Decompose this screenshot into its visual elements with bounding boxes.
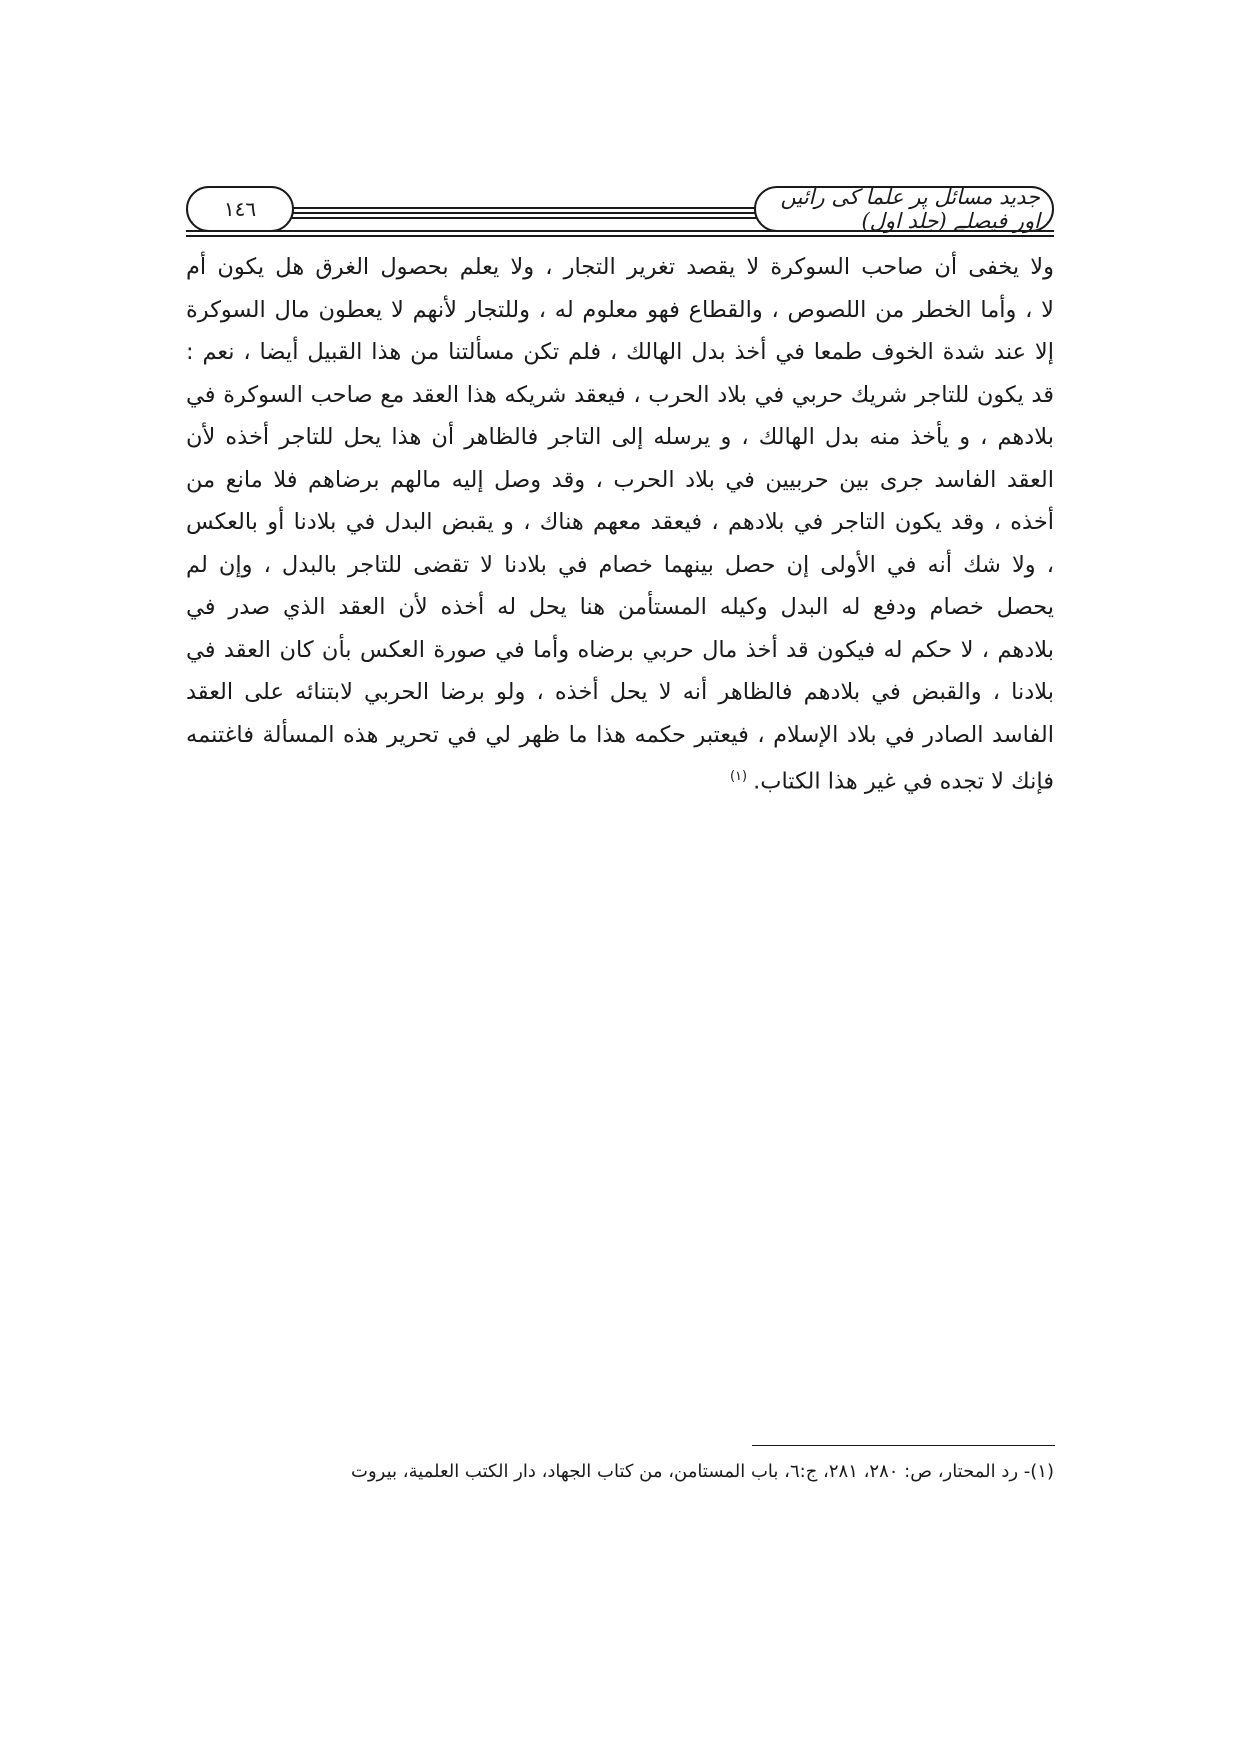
text-line: قد يكون للتاجر شريك حربي في بلاد الحرب ، فيعقد شريكه هذا العقد مع صاحب السوكرة في — [186, 381, 1054, 408]
book-title: جدید مسائل پر علما کی رائیں اور فیصلے (جلد اول) — [754, 186, 1054, 232]
text-line: إلا عند شدة الخوف طمعا في أخذ بدل الهالك ، فلم تكن مسألتنا من هذا القبيل أيضا ، نعم : — [186, 339, 1054, 365]
footnote-separator — [752, 1445, 1055, 1446]
text-line-content: فإنك لا تجده في غير هذا الكتاب. — [753, 768, 1054, 795]
footnote-reference[interactable]: (١) — [729, 769, 748, 784]
text-line: أخذه ، وقد يكون التاجر في بلادهم ، فيعقد معهم هناك ، و يقبض البدل في بلادنا أو بالعكس — [186, 509, 1054, 535]
text-line: العقد الفاسد جرى بين حربيين في بلاد الحرب ، وقد وصل إليه مالهم برضاهم فلا مانع من — [186, 466, 1054, 493]
text-line: يحصل خصام ودفع له البدل وكيله المستأمن هنا يحل له أخذه لأن العقد الذي صدر في — [186, 594, 1054, 620]
header-rule — [292, 212, 756, 214]
header-bottom-rule — [186, 230, 1054, 232]
text-line: بلادهم ، لا حكم له فيكون قد أخذ مال حربي برضاه وأما في صورة العكس بأن كان العقد في — [186, 636, 1054, 663]
text-line: بلادهم ، و يأخذ منه بدل الهالك ، و يرسله إلى التاجر فالظاهر أن هذا يحل للتاجر أخذه لأن — [186, 424, 1054, 450]
header-rule — [292, 217, 756, 219]
text-line: ولا يخفى أن صاحب السوكرة لا يقصد تغرير التجار ، ولا يعلم بحصول الغرق هل يكون أم — [186, 254, 1054, 280]
main-text — [186, 246, 1054, 803]
text-line: بلادنا ، والقبض في بلادهم فالظاهر أنه لا يحل أخذه ، ولو برضا الحربي لابتنائه على العقد — [186, 679, 1054, 705]
text-line: ، ولا شك أنه في الأولى إن حصل بينهما خصام في بلادنا لا تقضى للتاجر بالبدل ، وإن لم — [186, 551, 1054, 578]
page-header — [186, 186, 1054, 238]
text-line-last — [186, 756, 1054, 803]
page-number: ١٤٦ — [186, 186, 294, 232]
footnote: (١)- رد المحتار، ص: ٢٨٠، ٢٨١، ج:٦، باب المستامن، من كتاب الجهاد، دار الكتب العلمية، بيروت — [351, 1461, 1054, 1482]
header-rule — [292, 207, 756, 209]
text-line: الفاسد الصادر في بلاد الإسلام ، فيعتبر حكمه هذا ما ظهر لي في تحرير هذه المسألة فاغتنمه — [186, 721, 1054, 748]
header-bottom-rule — [186, 235, 1054, 237]
text-line: لا ، وأما الخطر من اللصوص ، والقطاع فهو معلوم له ، وللتجار لأنهم لا يعطون مال السوكرة — [186, 296, 1054, 323]
